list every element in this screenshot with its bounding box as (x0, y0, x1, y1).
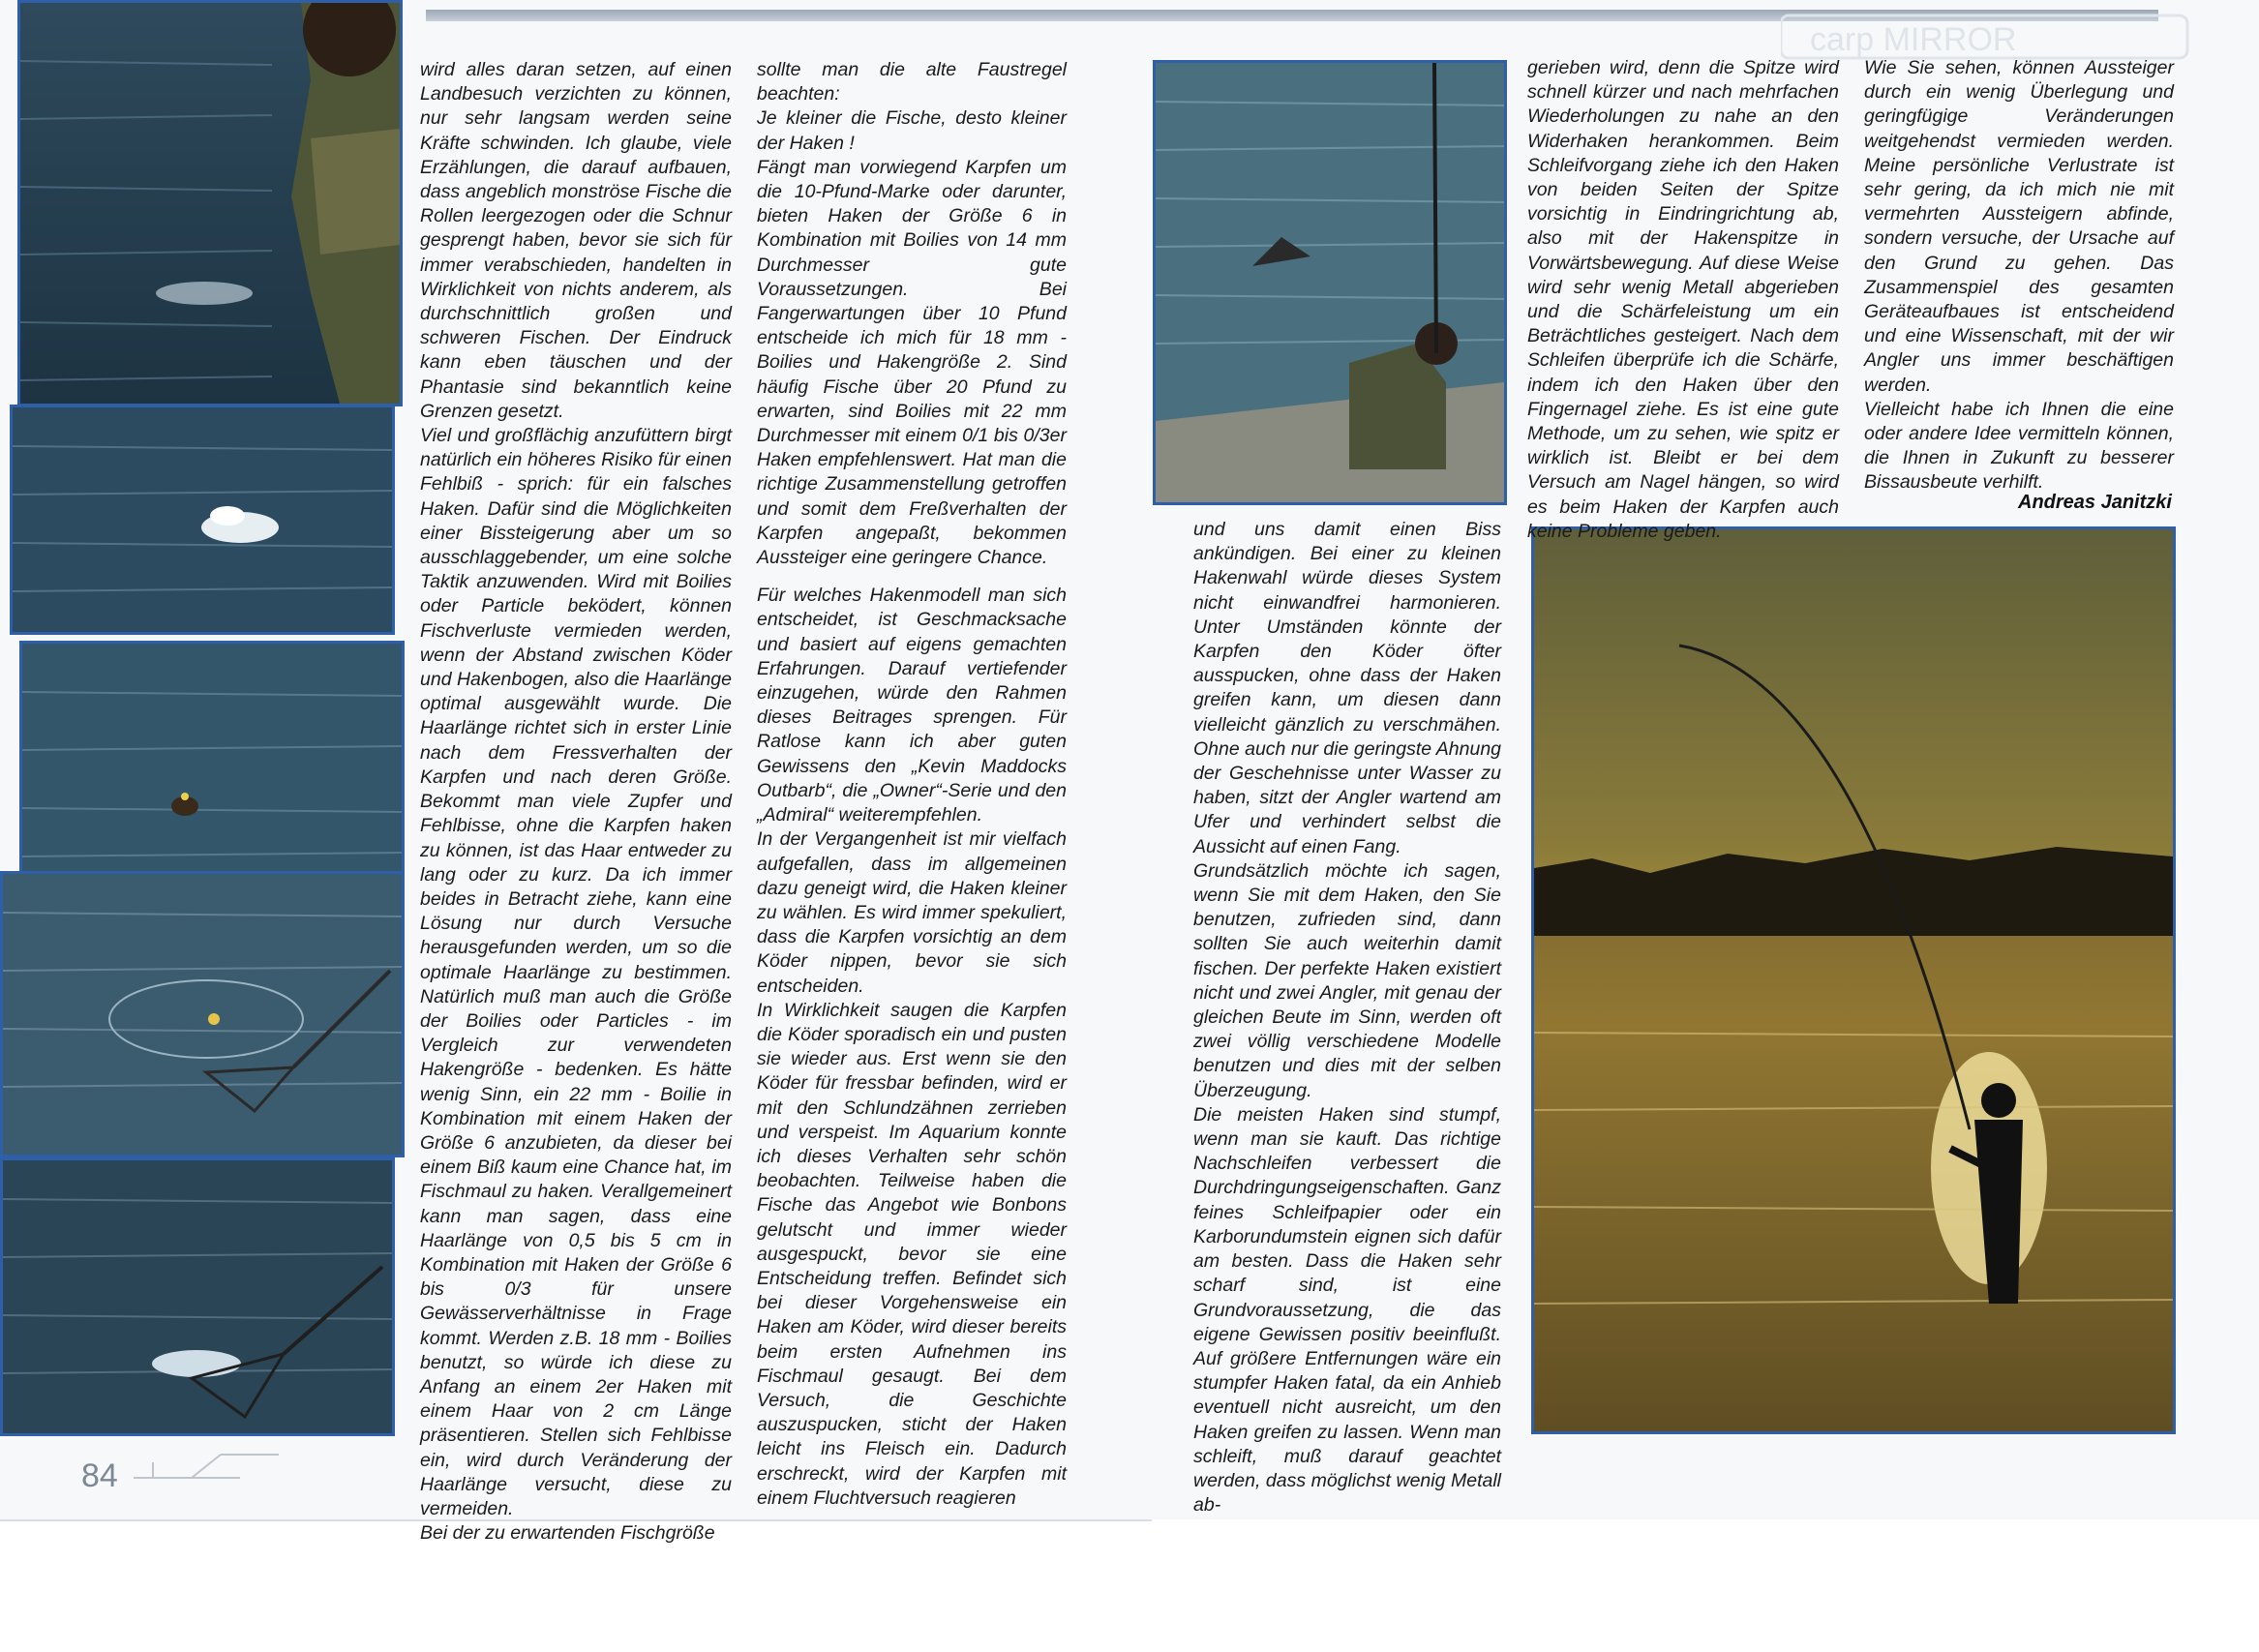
water-splash-icon (13, 407, 392, 632)
text-column-1 (420, 58, 732, 1546)
paragraph: Bei der zu erwartenden Fischgröße (420, 1522, 715, 1545)
paragraph: Fängt man vorwiegend Karpfen um die 10-Pfund-Marke oder darunter, bieten Haken der Größe 6 in Kombination mit Boilies von 14 mm Durchmesser gute Voraussetzungen. Bei Fangerwartungen über 10 Pfund entscheide ich mich für 18 mm - Boilies und Hakengröße 2. Sind häufig Fische über 20 Pfund zu erwarten, sind Boilies mit 22 mm Durchmesser mit einem 0/1 bis 0/3er Haken empfehlenswert. Hat man die richtige Zusammenstellung getroffen und somit dem Freßverhalten der Karpfen angepaßt, bekommen Aussteiger eine geringere Chance. (757, 156, 1067, 569)
paragraph: Für welches Hakenmodell man sich entscheidet, ist Geschmacksache und basiert auf eigens gemachten Erfahrungen. Darauf vertiefender einzugehen, würde den Rahmen dieses Beitrages sprengen. Für Ratlose kann ich aber guten Gewissens den „Kevin Maddocks Outbarb“, die „Owner“-Serie und den „Admiral“ weiterempfehlen. (757, 585, 1067, 826)
paragraph: Die meisten Haken sind stumpf, wenn man sie kauft. Das richtige Nachschleifen verbessert die Durchdringungseigenschaften. Ganz feines Schleifpapier oder ein Karborundumstein eignen sich dafür am besten. Dass die Haken sehr scharf sind, ist eine Grundvoraussetzung, die das eigene Gewissen positiv beeinflußt. Auf größere Entfernungen wäre ein stumpfer Haken fatal, da ein Anhieb eventuell nicht ausreicht, um den Haken greifen zu lassen. Wenn man schleift, muß darauf geachtet werden, dass möglichst wenig Metall ab- (1193, 1103, 1501, 1517)
paragraph: gerieben wird, denn die Spitze wird schnell kürzer und nach mehrfachen Wiederholungen zu nahe an den Widerhaken herankommen. Beim Schleifvorgang ziehe ich den Haken von beiden Seiten der Spitze vorsichtig in Eindringrichtung ab, also mit der Hakenspitze in Vorwärtsbewegung. Auf diese Weise wird sehr wenig Metall abgerieben und die Schärfeleistung um ein Beträchtliches gesteigert. Nach dem Schleifen überprüfe ich die Schärfe, indem ich den Haken über den Fingernagel ziehe. Es ist eine gute Methode, um zu sehen, wie spitz er wirklich ist. Bleibt er bei dem Versuch am Nagel hängen, so wird es beim Haken der Karpfen auch keine Probleme geben. (1527, 57, 1839, 542)
paragraph: In Wirklichkeit saugen die Karpfen die Köder sporadisch ein und pusten sie wieder aus. Erst wenn sie den Köder für fressbar befinden, wird er mit den Schlundzähnen zerrieben und verspeist. Im Aquarium konnte ich dieses Verhalten sehr schön beobachten. Teilweise haben die Fische das Angebot wie Bonbons gelutscht und immer wieder ausgespuckt, bevor sie eine Entscheidung treffen. Befindet sich bei dieser Vorgehensweise ein Haken am Köder, wird dieser bereits beim ersten Aufnehmen ins Fischmaul gesaugt. Bei dem Versuch, die Geschichte auszuspucken, sticht der Haken leicht ins Fleisch ein. Dadurch erschreckt, wird der Karpfen mit einem Fluchtversuch reagieren (757, 999, 1067, 1509)
text-column-3 (1193, 518, 1501, 1517)
paragraph: wird alles daran setzen, auf einen Landbesuch verzichten zu können, nur sehr langsam werden seine Kräfte schwinden. Ich glaube, viele Erzählungen, die darauf aufbauen, dass angeblich monströse Fische die Rollen leergezogen oder die Schnur gesprengt haben, bevor sie sich für immer verabschieden, handelten in Wirklichkeit von nichts anderem, als durchschnittlich großen und schweren Fischen. Der Eindruck kann eben täuschen und der Phantasie sind bekanntlich keine Grenzen gesetzt. (420, 59, 732, 422)
paragraph: sollte man die alte Faustregel beachten: (757, 59, 1067, 105)
paragraph: Wie Sie sehen, können Aussteiger durch ein wenig Überlegung und geringfügige Veränderungen weitgehendst vermieden werden. Meine persönliche Verlustrate ist sehr gering, da ich mich nie mit vermehrten Aussteigern abfinde, sondern versuche, der Ursache auf den Grund zu gehen. Das Zusammenspiel des gesamten Geräteaufbaues ist entscheidend und eine Wissenschaft, mit der wir Angler uns immer beschäftigen werden. (1864, 57, 2174, 396)
photo-angler-crouching-shore (1153, 60, 1507, 505)
paragraph: Je kleiner die Fische, desto kleiner der Haken ! (757, 107, 1067, 154)
photo-splash-in-water (10, 405, 395, 635)
page-number: 84 (81, 1457, 118, 1494)
paragraph: Vielleicht habe ich Ihnen die eine oder andere Idee vermitteln können, die Ihnen in Zukunft zu besserer Bissausbeute verhilft. (1864, 398, 2174, 494)
text-column-4 (1527, 56, 1839, 544)
author-signature: Andreas Janitzki (2018, 492, 2172, 513)
photo-landing-net-approach (0, 871, 405, 1157)
landing-net-icon (3, 1160, 392, 1433)
paragraph: Grundsätzlich möchte ich sagen, wenn Sie mit dem Haken, den Sie benutzen, zufrieden sind, dann sollten Sie auch weiterhin damit fischen. Der perfekte Haken existiert nicht und zwei Angler, mit genau der gleichen Beute im Sinn, werden oft zwei völlig verschiedene Modelle benutzen und dies mit der selben Überzeugung. (1193, 859, 1501, 1101)
photo-float-in-water (19, 641, 405, 896)
angler-camouflage-icon (20, 3, 400, 404)
angler-rod-icon (1156, 63, 1504, 502)
rod-pod-logo-icon (134, 1449, 288, 1495)
photo-sunset-silhouette (1531, 526, 2176, 1434)
text-column-5 (1864, 56, 2174, 496)
svg-text:carp MIRROR: carp MIRROR (1810, 21, 2017, 58)
text-column-2 (757, 58, 1067, 1511)
float-icon (22, 644, 402, 893)
header-rule-left (426, 10, 1132, 21)
photo-angler-watching-splash (17, 0, 403, 406)
landing-net-icon (3, 874, 402, 1155)
footer-logo (134, 1449, 288, 1495)
sunset-angler-icon (1534, 529, 2173, 1431)
paragraph: Viel und großflächig anzufüttern birgt natürlich ein höheres Risiko für einen Fehlbiß - sprich: für ein falsches Haken. Dafür sind die Möglichkeiten einer Bissteigerung aber um so ausschlaggebender, um eine solche Taktik anzuwenden. Wird mit Boilies oder Particle beködert, können Fischverluste vermieden werden, wenn der Abstand zwischen Köder und Hakenbogen, also die Haarlänge optimal ausgewählt wurde. Die Haarlänge richtet sich in erster Linie nach dem Fressverhalten der Karpfen und nach deren Größe. Bekommt man viele Zupfer und Fehlbisse, ohne die Karpfen haken zu können, ist das Haar entweder zu lang oder zu kurz. Da ich immer beides in Betracht ziehe, kann eine Lösung nur durch Versuche herausgefunden werden, um so die optimale Haarlänge zu bestimmen. Natürlich muß man auch die Größe der Boilies oder Particles - im Vergleich zur verwendeten Hakengröße - bedenken. Es hätte wenig Sinn, ein 22 mm - Boilie in Kombination mit einem Haken der Größe 6 anzubieten, da dieser bei einem Biß kaum eine Chance hat, im Fischmaul zu haken. Verallgemeinert kann man sagen, dass eine Haarlänge von 0,5 bis 5 cm in Kombination mit Haken der Größe 6 bis 0/3 für unsere Gewässerverhältnisse in Frage kommt. Werden z.B. 18 mm - Boilies benutzt, so würde ich diese zu Anfang an einem 2er Haken mit einem Haar von 2 cm Länge präsentieren. Stellen sich Fehlbisse ein, wird durch Veränderung der Haarlänge versucht, diese zu vermeiden. (420, 425, 732, 1519)
paragraph: In der Vergangenheit ist mir vielfach aufgefallen, dass im allgemeinen dazu geneigt wird, die Haken kleiner zu wählen. Es wird immer spekuliert, dass die Karpfen vorsichtig an dem Köder nippen, bevor sie sich entscheiden. (757, 828, 1067, 997)
photo-landing-net-splash (0, 1157, 395, 1436)
paragraph: und uns damit einen Biss ankündigen. Bei einer zu kleinen Hakenwahl würde dieses System nicht einwandfrei harmonieren. Unter Umständen könnte der Karpfen den Köder öfter ausspucken, ohne dass der Haken greifen kann, um diesen dann vielleicht gänzlich zu verschmähen. Ohne auch nur die geringste Ahnung der Geschehnisse unter Wasser zu haben, sitzt der Angler wartend am Ufer und verhindert selbst die Aussicht auf einen Fang. (1193, 519, 1502, 857)
